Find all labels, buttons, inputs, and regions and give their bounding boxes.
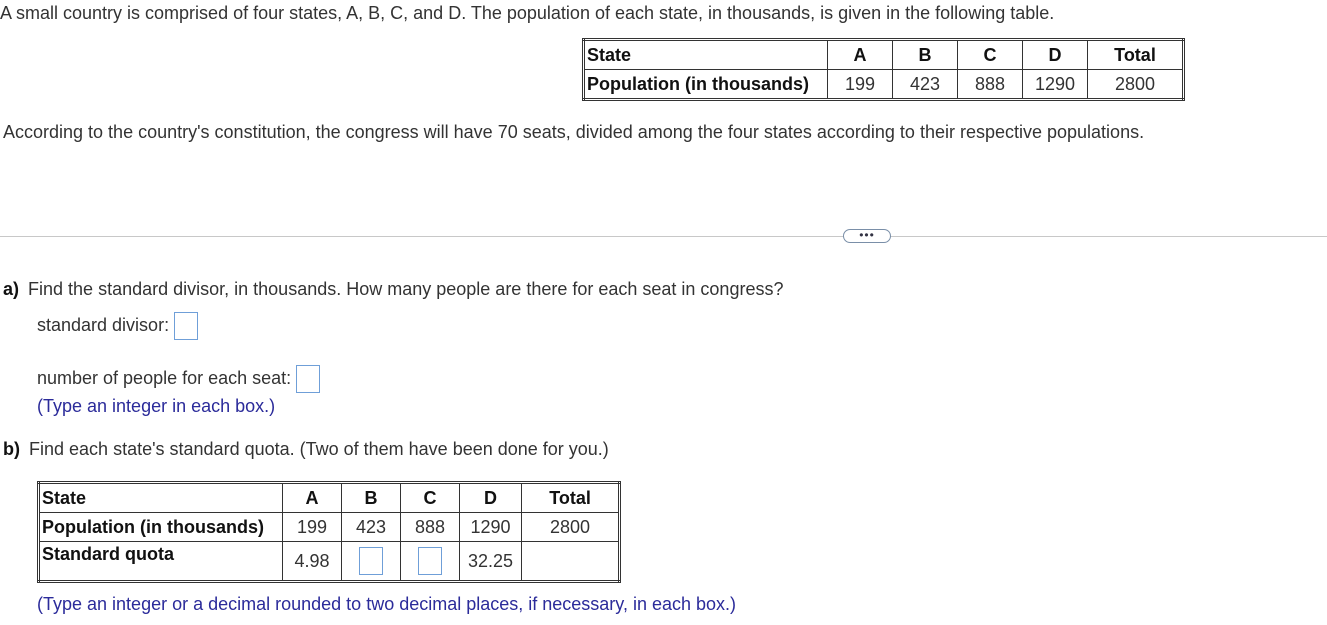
quota-row-label-population: Population (in thousands) [39, 513, 283, 542]
quota-table [37, 481, 621, 583]
table-header-d: D [1023, 40, 1088, 70]
table-cell: 199 [828, 70, 893, 100]
table-cell: 888 [958, 70, 1023, 100]
part-b-text: Find each state's standard quota. (Two of them have been done for you.) [29, 439, 609, 459]
table-cell: 423 [893, 70, 958, 100]
part-b-hint: (Type an integer or a decimal rounded to two decimal places, if necessary, in each box.) [37, 594, 737, 614]
part-a-text: Find the standard divisor, in thousands. How many people are there for each seat in congress? [28, 279, 784, 299]
table-header-a: A [828, 40, 893, 70]
table-header-state: State [584, 40, 828, 70]
quota-cell-c [401, 542, 460, 582]
table-cell: 199 [283, 513, 342, 542]
quota-cell-a: 4.98 [283, 542, 342, 582]
quota-header-c: C [401, 483, 460, 513]
quota-cell-b [342, 542, 401, 582]
quota-header-b: B [342, 483, 401, 513]
table-header-c: C [958, 40, 1023, 70]
standard-divisor-input[interactable] [174, 312, 198, 340]
constitution-text: According to the country's constitution, the congress will have 70 seats, divided among the four states according to their respective populations. [3, 122, 1145, 142]
quota-c-input[interactable] [418, 547, 442, 575]
table-cell: 423 [342, 513, 401, 542]
standard-divisor-row [37, 312, 198, 340]
quota-cell-total [522, 542, 620, 582]
table-header-b: B [893, 40, 958, 70]
part-a-question [3, 279, 783, 300]
table-cell: 1290 [460, 513, 522, 542]
people-per-seat-row [37, 365, 320, 393]
part-b-question [3, 439, 609, 460]
standard-divisor-label: standard divisor: [37, 314, 170, 335]
quota-header-state: State [39, 483, 283, 513]
intro-text: A small country is comprised of four states, A, B, C, and D. The population of each state, in thousands, is given in the following table. [0, 3, 1055, 23]
quota-header-total: Total [522, 483, 620, 513]
row-label-population: Population (in thousands) [584, 70, 828, 100]
table-cell: 2800 [1088, 70, 1184, 100]
people-per-seat-input[interactable] [296, 365, 320, 393]
part-a-label: a) [3, 279, 20, 299]
part-a-hint: (Type an integer in each box.) [37, 396, 276, 416]
section-divider [0, 236, 1327, 237]
quota-row-label-standard: Standard quota [39, 542, 283, 582]
table-header-total: Total [1088, 40, 1184, 70]
quota-header-a: A [283, 483, 342, 513]
part-b-label: b) [3, 439, 20, 459]
people-per-seat-label: number of people for each seat: [37, 367, 292, 388]
quota-b-input[interactable] [359, 547, 383, 575]
table-cell: 888 [401, 513, 460, 542]
table-cell: 2800 [522, 513, 620, 542]
table-cell: 1290 [1023, 70, 1088, 100]
population-table [582, 38, 1185, 101]
more-options-button[interactable]: ••• [843, 229, 891, 243]
quota-header-d: D [460, 483, 522, 513]
quota-cell-d: 32.25 [460, 542, 522, 582]
